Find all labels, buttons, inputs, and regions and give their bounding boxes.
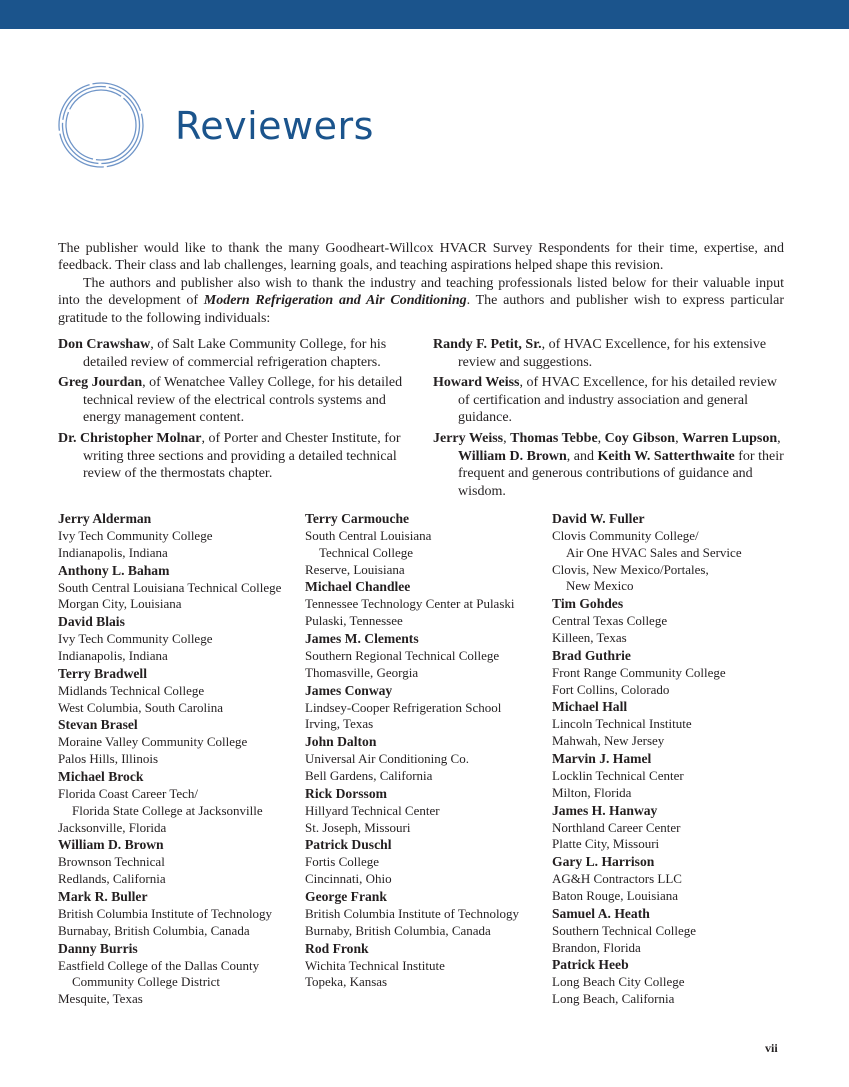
reviewer-affiliation: Technical College	[319, 544, 414, 560]
person-name: William D. Brown	[458, 448, 567, 464]
acknowledgement-text: , of Salt Lake Community College, for his detailed review of commercial refrigeration chapters.	[83, 337, 387, 370]
reviewer-affiliation: Florida Coast Career Tech/	[58, 785, 199, 801]
reviewer-name: Marvin J. Hamel	[552, 750, 652, 766]
reviewer-name: Patrick Duschl	[305, 837, 392, 853]
book-title: Modern Refrigeration and Air Conditioning	[203, 293, 467, 309]
reviewer-affiliation: St. Joseph, Missouri	[305, 819, 411, 835]
reviewer-affiliation: Florida State College at Jacksonville	[72, 802, 263, 818]
reviewer-name: James H. Hanway	[552, 802, 658, 818]
person-name: Jerry Weiss	[433, 430, 504, 446]
reviewer-affiliation: Bell Gardens, California	[305, 767, 433, 783]
reviewer-affiliation: AG&H Contractors LLC	[552, 871, 682, 887]
reviewer-affiliation: Palos Hills, Illinois	[58, 751, 159, 767]
reviewer-affiliation: Community College District	[72, 974, 221, 990]
reviewer-affiliation: New Mexico	[566, 578, 634, 594]
reviewer-column	[305, 510, 550, 991]
reviewer-affiliation: Air One HVAC Sales and Service	[566, 544, 742, 560]
acknowledgements-right	[433, 336, 785, 503]
reviewer-affiliation: Burnaby, British Columbia, Canada	[305, 922, 491, 938]
reviewer-name: Terry Bradwell	[58, 665, 147, 681]
reviewer-affiliation: Midlands Technical College	[58, 682, 205, 698]
reviewer-affiliation: Lincoln Technical Institute	[552, 716, 692, 732]
person-name: Keith W. Satterthwaite	[597, 448, 735, 464]
reviewer-affiliation: Clovis, New Mexico/Portales,	[552, 561, 709, 577]
reviewer-affiliation: Indianapolis, Indiana	[58, 647, 168, 663]
reviewer-affiliation: British Columbia Institute of Technology	[305, 905, 520, 921]
reviewer-name: Jerry Alderman	[58, 511, 152, 526]
acknowledgement-text: , and	[566, 448, 598, 464]
reviewer-name: Mark R. Buller	[58, 888, 148, 904]
reviewer-affiliation: Mesquite, Texas	[58, 991, 143, 1007]
reviewer-affiliation: Reserve, Louisiana	[305, 561, 405, 577]
acknowledgement-text: , of Porter and Chester Institute, for writing three sections and providing a detailed technical review of the thermostats chapter.	[83, 430, 401, 482]
reviewer-name: William D. Brown	[58, 837, 164, 853]
page-title: Reviewers	[175, 104, 374, 148]
acknowledgement-text: for their frequent and generous contributions of guidance and wisdom.	[458, 448, 784, 499]
reviewer-affiliation: Wichita Technical Institute	[305, 957, 445, 973]
reviewer-name: Patrick Heeb	[552, 957, 629, 973]
reviewer-affiliation: Topeka, Kansas	[305, 974, 388, 990]
reviewer-name: Michael Chandlee	[305, 579, 411, 595]
reviewer-affiliation: Mahwah, New Jersey	[552, 733, 665, 749]
reviewer-affiliation: Burnabay, British Columbia, Canada	[58, 922, 250, 938]
acknowledgement-entry	[433, 430, 785, 500]
reviewer-column	[58, 510, 303, 1008]
reviewer-name: Tim Gohdes	[552, 596, 624, 612]
reviewer-name: Terry Carmouche	[305, 511, 410, 526]
reviewer-affiliation: Front Range Community College	[552, 664, 726, 680]
reviewer-affiliation: British Columbia Institute of Technology	[58, 905, 273, 921]
reviewer-affiliation: Eastfield College of the Dallas County	[58, 957, 260, 973]
acknowledgement-entry	[58, 374, 410, 427]
reviewer-affiliation: Brandon, Florida	[552, 939, 641, 955]
acknowledgements-left	[58, 336, 410, 486]
reviewer-affiliation: Redlands, California	[58, 871, 166, 887]
reviewer-affiliation: Moraine Valley Community College	[58, 734, 248, 750]
reviewer-column	[552, 510, 797, 1008]
reviewer-name: Stevan Brasel	[58, 717, 138, 733]
acknowledgement-entry	[58, 430, 410, 483]
reviewer-affiliation: Ivy Tech Community College	[58, 528, 213, 543]
rings-logo-icon	[57, 81, 145, 169]
person-name: Thomas Tebbe	[510, 430, 598, 446]
reviewer-affiliation: Hillyard Technical Center	[305, 802, 440, 818]
reviewer-name: Michael Hall	[552, 699, 628, 715]
reviewer-affiliation: Jacksonville, Florida	[58, 819, 167, 835]
reviewer-affiliation: Central Texas College	[552, 613, 668, 629]
intro-text	[58, 240, 784, 327]
reviewer-name: David W. Fuller	[552, 511, 645, 526]
reviewer-affiliation: Fort Collins, Colorado	[552, 681, 670, 697]
reviewer-affiliation: Baton Rouge, Louisiana	[552, 887, 679, 903]
reviewer-affiliation: Southern Technical College	[552, 922, 696, 938]
reviewer-affiliation: Pulaski, Tennessee	[305, 613, 403, 629]
header-bar	[0, 0, 849, 29]
reviewer-affiliation: Brownson Technical	[58, 854, 165, 870]
acknowledgement-text: , of Wenatchee Valley College, for his detailed technical review of the electrical controls systems and energy management content.	[83, 375, 403, 426]
reviewer-affiliation: Indianapolis, Indiana	[58, 544, 168, 560]
reviewer-affiliation: West Columbia, South Carolina	[58, 699, 224, 715]
reviewer-affiliation: Northland Career Center	[552, 819, 681, 835]
reviewer-affiliation: Morgan City, Louisiana	[58, 596, 182, 612]
reviewer-affiliation: Milton, Florida	[552, 784, 632, 800]
reviewer-affiliation: Killeen, Texas	[552, 629, 627, 645]
acknowledgement-entry	[433, 336, 785, 371]
reviewer-name: Brad Guthrie	[552, 647, 631, 663]
reviewer-affiliation: Long Beach, California	[552, 991, 675, 1007]
acknowledgement-text: , of HVAC Excellence, for his detailed review of certification and industry association and general guidance.	[458, 375, 777, 426]
reviewer-affiliation: Thomasville, Georgia	[305, 664, 419, 680]
person-name: Greg Jourdan	[58, 375, 143, 391]
person-name: Warren Lupson	[682, 430, 778, 446]
acknowledgement-text: ,	[675, 430, 683, 446]
reviewer-affiliation: Clovis Community College/	[552, 528, 699, 543]
acknowledgement-text: ,	[503, 430, 511, 446]
acknowledgement-entry	[433, 374, 785, 427]
reviewer-affiliation: Tennessee Technology Center at Pulaski	[305, 596, 515, 612]
intro-paragraph: The authors and publisher also wish to thank the industry and teaching professionals listed below for their valuable input into the development of Modern Refrigeration and Air Conditioning. The authors and publisher wish to express particular gratitude to the following individuals:	[58, 275, 784, 326]
reviewer-affiliation: Ivy Tech Community College	[58, 631, 213, 647]
reviewer-affiliation: Lindsey-Cooper Refrigeration School	[305, 699, 502, 715]
reviewer-name: Samuel A. Heath	[552, 905, 650, 921]
reviewer-name: Rod Fronk	[305, 940, 369, 956]
reviewer-name: Michael Brock	[58, 768, 144, 784]
reviewer-affiliation: Cincinnati, Ohio	[305, 871, 392, 887]
reviewer-name: David Blais	[58, 614, 125, 630]
person-name: Coy Gibson	[604, 430, 676, 446]
reviewer-name: Rick Dorssom	[305, 785, 387, 801]
reviewer-name: Anthony L. Baham	[58, 562, 170, 578]
reviewer-affiliation: Irving, Texas	[305, 716, 374, 732]
reviewer-name: Danny Burris	[58, 940, 138, 956]
person-name: Dr. Christopher Molnar	[58, 430, 202, 446]
person-name: Randy F. Petit, Sr.	[433, 337, 542, 352]
person-name: Howard Weiss	[433, 375, 520, 391]
reviewer-name: James Conway	[305, 682, 393, 698]
reviewer-name: George Frank	[305, 888, 387, 904]
reviewer-affiliation: Fortis College	[305, 854, 380, 870]
reviewer-affiliation: Platte City, Missouri	[552, 836, 660, 852]
person-name: Don Crawshaw	[58, 337, 151, 352]
acknowledgement-entry	[58, 336, 410, 371]
reviewer-affiliation: Locklin Technical Center	[552, 767, 684, 783]
acknowledgement-text: ,	[777, 430, 781, 446]
page-number: vii	[765, 1041, 778, 1055]
reviewer-affiliation: Southern Regional Technical College	[305, 647, 500, 663]
reviewer-affiliation: South Central Louisiana	[305, 528, 432, 543]
reviewer-affiliation: South Central Louisiana Technical College	[58, 579, 282, 595]
acknowledgement-text: , of HVAC Excellence, for his extensive review and suggestions.	[458, 337, 767, 370]
reviewer-name: James M. Clements	[305, 630, 419, 646]
reviewer-name: John Dalton	[305, 734, 377, 750]
acknowledgement-text: ,	[597, 430, 605, 446]
reviewer-affiliation: Long Beach City College	[552, 974, 685, 990]
reviewer-name: Gary L. Harrison	[552, 854, 655, 870]
reviewer-affiliation: Universal Air Conditioning Co.	[305, 751, 469, 767]
intro-paragraph: The publisher would like to thank the many Goodheart-Willcox HVACR Survey Respondents for their time, expertise, and feedback. Their class and lab challenges, learning goals, and teaching aspirations helped shape this revision.	[58, 241, 784, 274]
